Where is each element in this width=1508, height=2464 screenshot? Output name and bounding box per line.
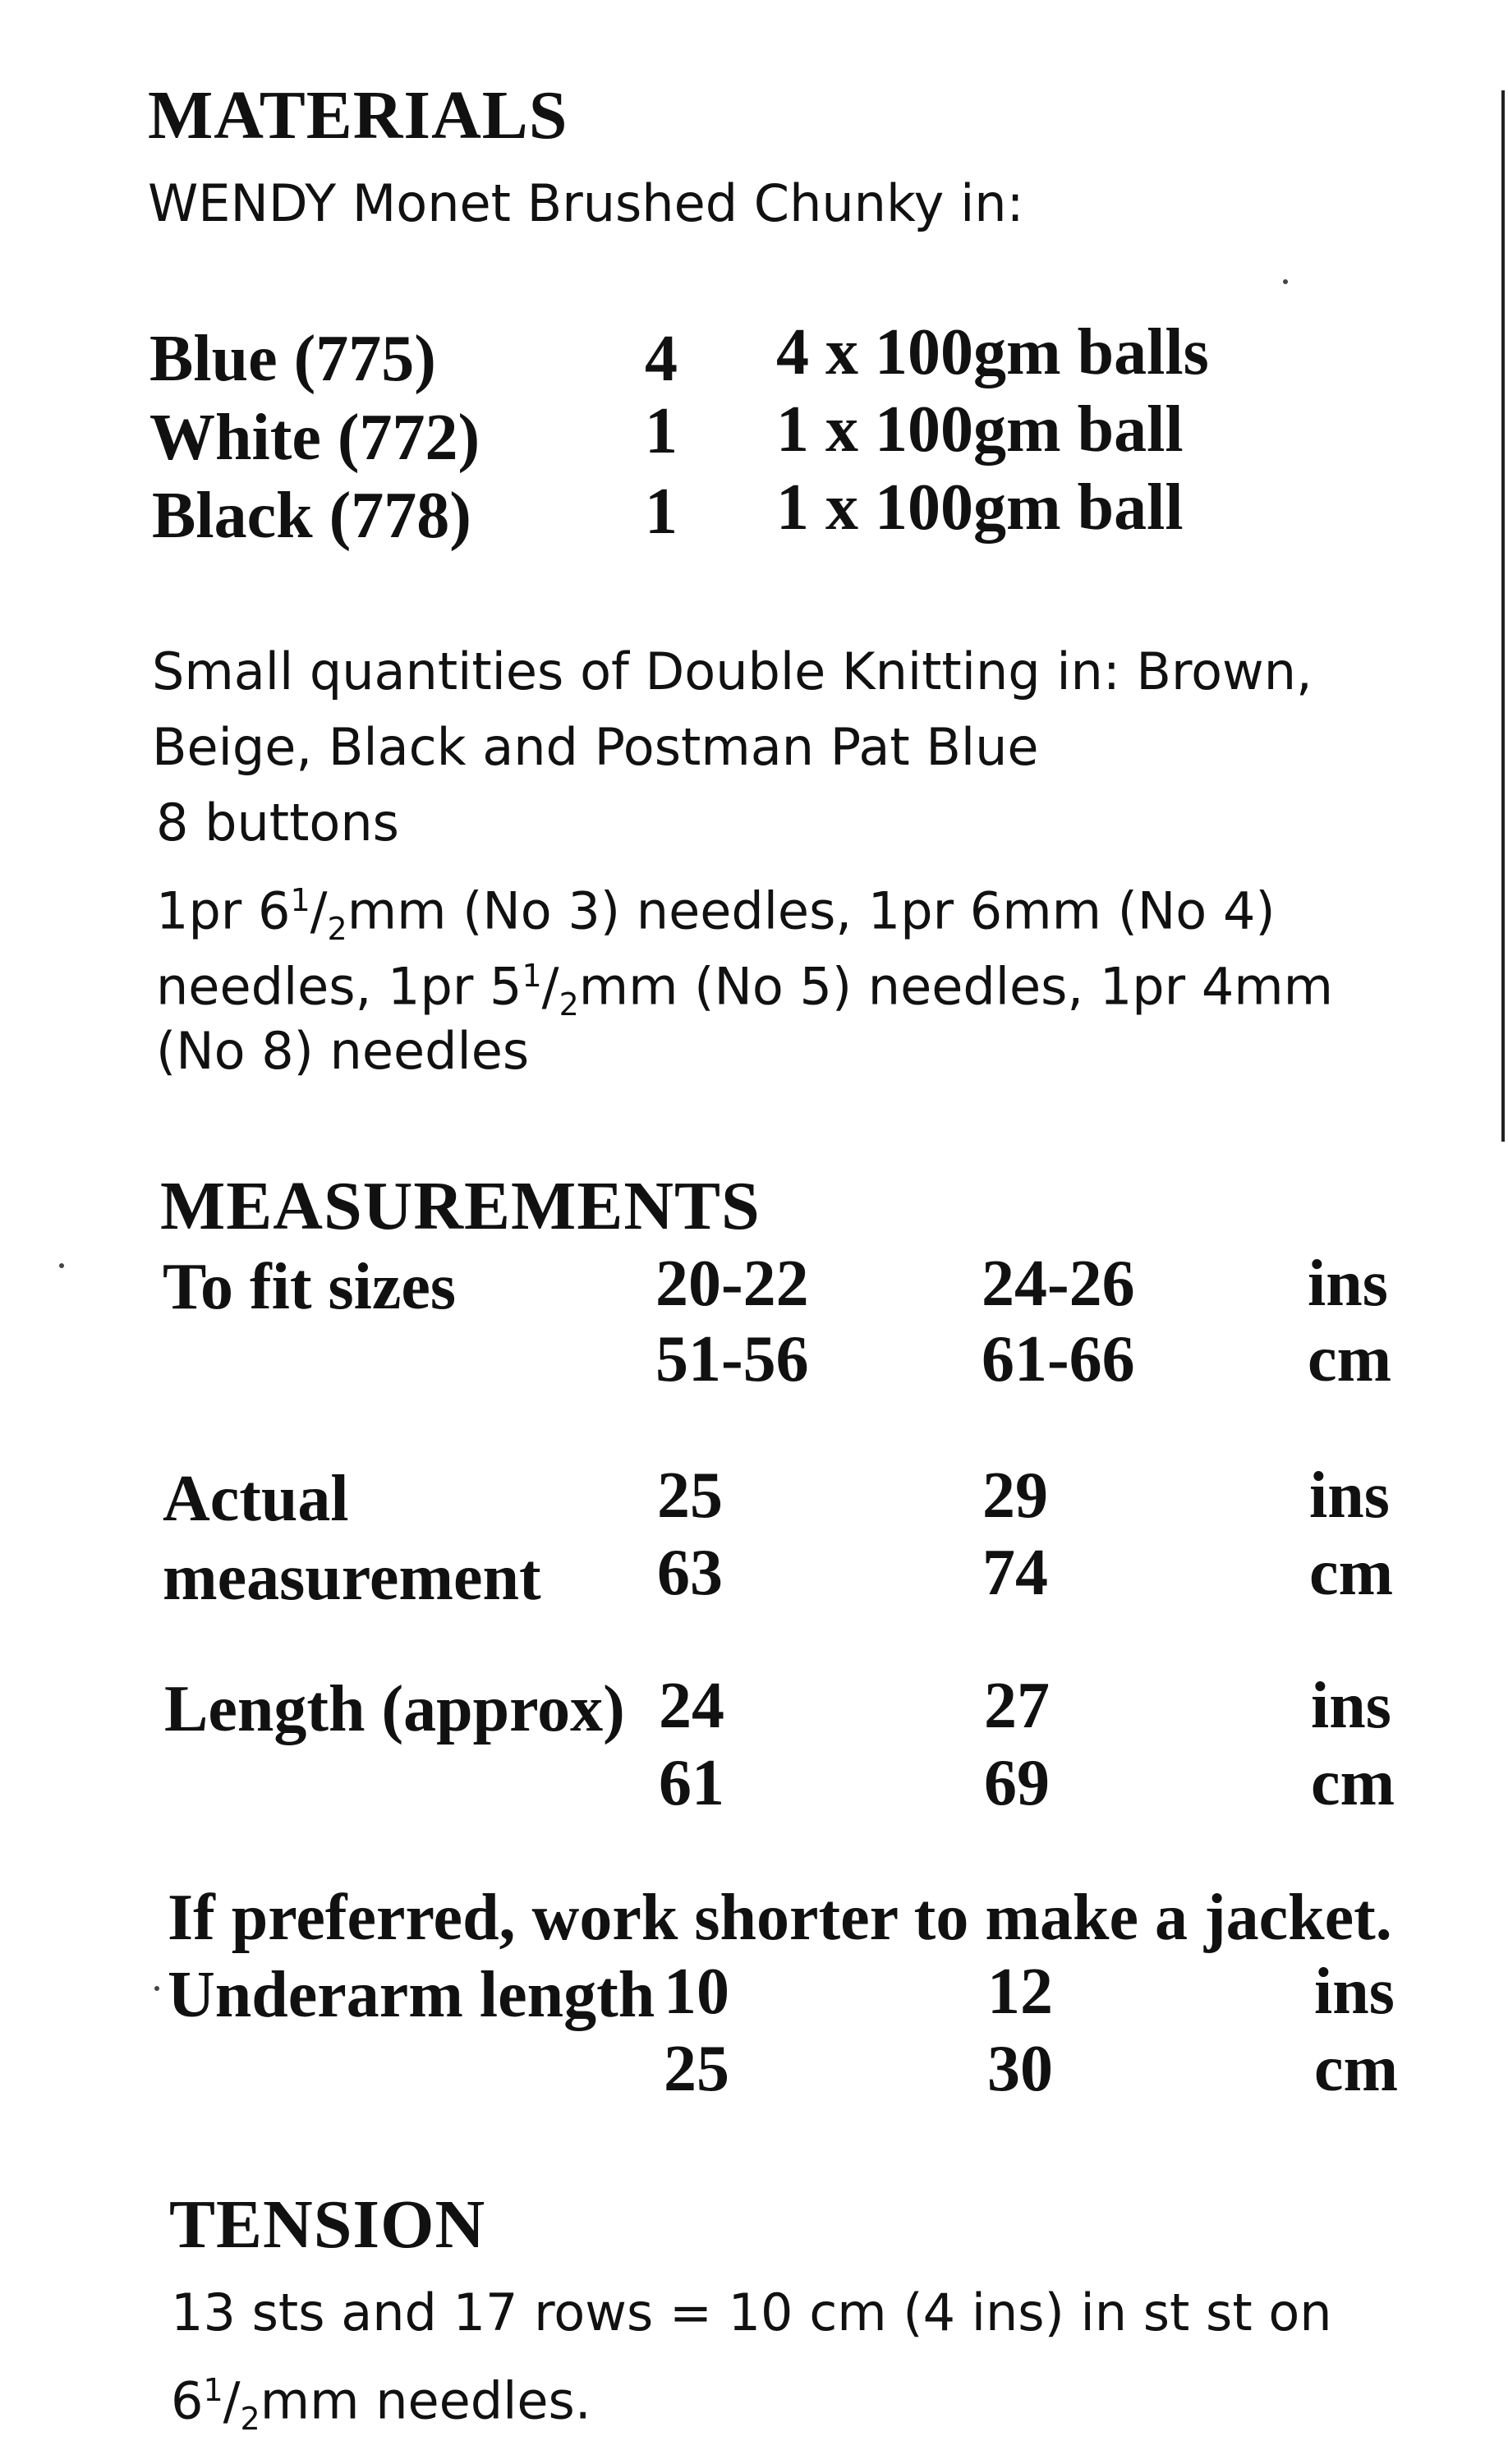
actual-label: Actual bbox=[163, 1463, 349, 1535]
yarn-line: WENDY Monet Brushed Chunky in: bbox=[148, 173, 1024, 233]
length-label: Length (approx) bbox=[164, 1673, 625, 1745]
unit-ins: ins bbox=[1309, 1460, 1390, 1532]
colour-balls: 1 x 100gm ball bbox=[776, 471, 1184, 544]
scan-speck bbox=[1283, 279, 1288, 284]
underarm-label: Underarm length bbox=[168, 1959, 655, 2031]
colour-qty: 1 bbox=[645, 476, 678, 548]
unit-ins: ins bbox=[1314, 1956, 1395, 2028]
colour-qty: 1 bbox=[645, 395, 678, 467]
buttons-line: 8 buttons bbox=[156, 793, 399, 853]
size1-ins: 10 bbox=[664, 1956, 729, 2028]
size2-cm: 30 bbox=[987, 2033, 1053, 2105]
scan-speck bbox=[154, 1986, 159, 1991]
unit-cm: cm bbox=[1308, 1323, 1392, 1395]
colour-balls: 1 x 100gm ball bbox=[776, 393, 1184, 466]
unit-cm: cm bbox=[1314, 2033, 1399, 2105]
size2-ins: 29 bbox=[982, 1460, 1048, 1532]
size1-ins: 24 bbox=[659, 1670, 724, 1742]
size2-ins: 12 bbox=[987, 1956, 1053, 2028]
tension-line: $6^1/_2mm$ needles. bbox=[171, 2370, 591, 2438]
colour-balls: 4 x 100gm balls bbox=[776, 316, 1209, 388]
preferred-note: If preferred, work shorter to make a jacket. bbox=[168, 1882, 1392, 1954]
colour-name: Blue (775) bbox=[149, 323, 436, 395]
measurements-heading: MEASUREMENTS bbox=[160, 1168, 761, 1244]
tension-heading: TENSION bbox=[169, 2186, 486, 2263]
unit-cm: cm bbox=[1309, 1537, 1394, 1609]
size1-ins: 25 bbox=[657, 1460, 723, 1532]
actual-label: measurement bbox=[163, 1542, 541, 1614]
size2-ins: 24-26 bbox=[982, 1248, 1135, 1320]
size1-cm: 63 bbox=[657, 1537, 723, 1609]
colour-qty: 4 bbox=[645, 323, 678, 395]
to-fit-label: To fit sizes bbox=[163, 1251, 457, 1323]
unit-ins: ins bbox=[1311, 1670, 1391, 1742]
materials-heading: MATERIALS bbox=[148, 77, 568, 154]
size2-ins: 27 bbox=[984, 1670, 1050, 1742]
unit-ins: ins bbox=[1308, 1248, 1388, 1320]
size1-cm: 25 bbox=[664, 2033, 729, 2105]
needles-line: (No 8) needles bbox=[156, 1021, 530, 1081]
needles-line: 1pr $6^1/_2mm$ (No 3) needles, 1pr 6mm (No 4) bbox=[156, 880, 1276, 948]
needles-line: needles, 1pr $5^1/_2mm$ (No 5) needles, 1pr 4mm bbox=[156, 956, 1334, 1023]
size2-cm: 61-66 bbox=[982, 1323, 1135, 1395]
size1-cm: 51-56 bbox=[655, 1323, 809, 1395]
notes-line: Beige, Black and Postman Pat Blue bbox=[152, 717, 1039, 777]
size2-cm: 69 bbox=[984, 1747, 1050, 1819]
colour-name: Black (778) bbox=[152, 480, 471, 552]
colour-name: White (772) bbox=[149, 402, 480, 474]
unit-cm: cm bbox=[1311, 1747, 1395, 1819]
notes-line: Small quantities of Double Knitting in: Brown, bbox=[152, 641, 1313, 701]
size1-ins: 20-22 bbox=[655, 1248, 809, 1320]
scan-edge-rule bbox=[1501, 90, 1505, 1142]
tension-line: 13 sts and 17 rows = 10 cm (4 ins) in st st on bbox=[171, 2282, 1332, 2342]
size2-cm: 74 bbox=[982, 1537, 1048, 1609]
scan-speck bbox=[59, 1263, 64, 1268]
size1-cm: 61 bbox=[659, 1747, 724, 1819]
